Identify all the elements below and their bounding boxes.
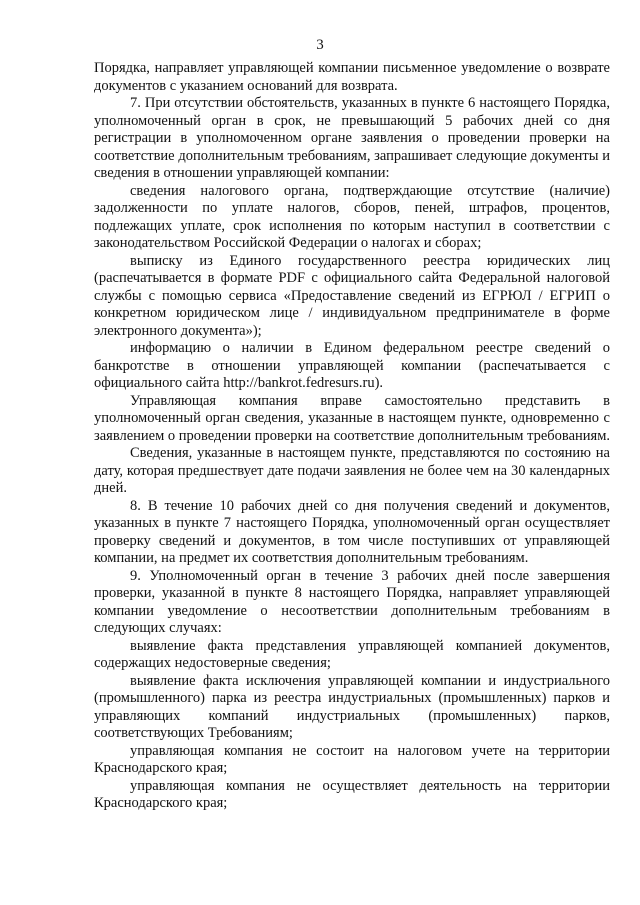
paragraph-item-9: 9. Уполномоченный орган в течение 3 рабочих дней после завершения проверки, указанной в пункте 8 настоящего Порядка, направляет управляющей компании уведомление о несоответствии дополнительным требованиям в следующих случаях: [94,567,610,636]
paragraph-case-registry-exclusion: выявление факта исключения управляющей компании и индустриального (промышленного) парка из реестра индустриальных (промышленных) парков и управляющих компаний индустриальных (промышленных) парков, соответствующих Требованиям; [94,672,610,741]
paragraph-bankruptcy-info: информацию о наличии в Едином федеральном реестре сведений о банкротстве в отношении управляющей компании (распечатывается с официального сайта http://bankrot.fedresurs.ru). [94,340,610,391]
paragraph-return-notice: Порядка, направляет управляющей компании письменное уведомление о возврате документов с указанием оснований для возврата. [94,60,610,94]
paragraph-egrul-extract: выписку из Единого государственного реестра юридических лиц (распечатывается в формате PDF с официального сайта Федеральной налоговой службы с помощью сервиса «Предоставление сведений из ЕГРЮЛ / ЕГРИП о конкретном юридическом лице / индивидуальном предпринимателе в форме электронного документа»); [94,252,610,339]
paragraph-tax-info: сведения налогового органа, подтверждающие отсутствие (наличие) задолженности по уплате налогов, сборов, пеней, штрафов, процентов, подлежащих уплате, срок исполнения по которым наступил в соответствии с законодательством Российской Федерации о налогах и сборах; [94,182,610,251]
paragraph-item-8: 8. В течение 10 рабочих дней со дня получения сведений и документов, указанных в пункте 7 настоящего Порядка, уполномоченный орган осуществляет проверку сведений и документов, в том числе поступивших от управляющей компании, на предмет их соответствия дополнительным требованиям. [94,497,610,566]
page-number: 3 [316,37,324,53]
paragraph-case-false-data: выявление факта представления управляющей компанией документов, содержащих недостоверные сведения; [94,637,610,671]
paragraph-item-7: 7. При отсутствии обстоятельств, указанных в пункте 6 настоящего Порядка, уполномоченный орган в срок, не превышающий 5 рабочих дней со дня регистрации в уполномоченном органе заявления о проведении проверки на соответствие дополнительным требованиям, запрашивает следующие документы и сведения в отношении управляющей компании: [94,95,610,181]
paragraph-self-submission: Управляющая компания вправе самостоятельно представить в уполномоченный орган сведения, указанные в настоящем пункте, одновременно с заявлением о проведении проверки на соответствие дополнительным требованиям. [94,392,610,444]
paragraph-date-requirement: Сведения, указанные в настоящем пункте, представляются по состоянию на дату, которая предшествует дате подачи заявления не более чем на 30 календарных дней. [94,445,610,496]
page-body [94,60,610,813]
paragraph-case-no-activity: управляющая компания не осуществляет деятельность на территории Краснодарского края; [94,777,610,811]
paragraph-case-tax-registration: управляющая компания не состоит на налоговом учете на территории Краснодарского края; [94,742,610,776]
